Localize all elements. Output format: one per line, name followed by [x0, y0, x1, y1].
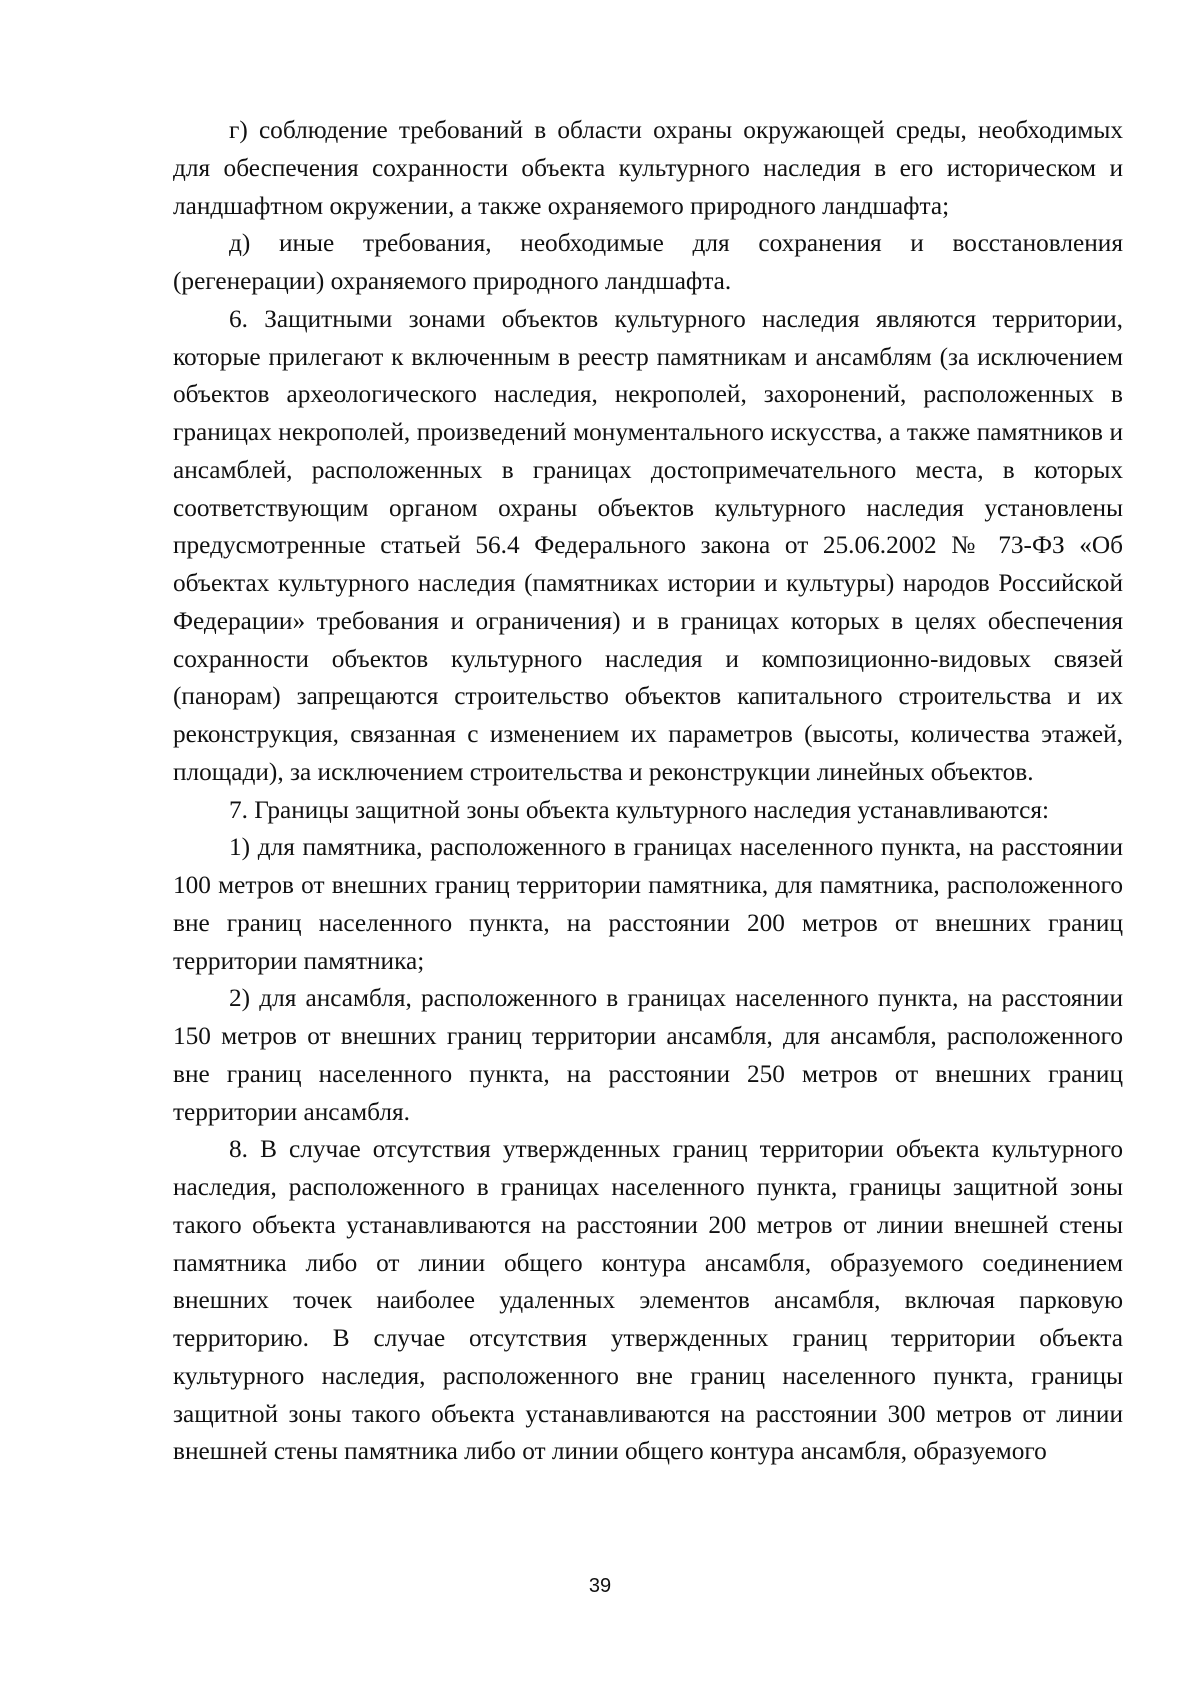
- paragraph-item-g: г) соблюдение требований в области охраны окружающей среды, необходимых для обеспечения сохранности объекта культурного наследия в его историческом и ландшафтном окружении, а также охраняемого природного ландшафта;: [173, 116, 1123, 220]
- paragraph-item-d: д) иные требования, необходимые для сохранения и восстановления (регенерации) охраняемого природного ландшафта.: [173, 229, 1123, 295]
- paragraph-8: 8. В случае отсутствия утвержденных границ территории объекта культурного наследия, расположенного в границах населенного пункта, границы защитной зоны такого объекта устанавливаются на расстоянии 200 метров от линии внешней стены памятника либо от линии общего контура ансамбля, образуемого соединением внешних точек наиболее удаленных элементов ансамбля, включая парковую территорию. В случае отсутствия утвержденных границ территории объекта культурного наследия, расположенного вне границ населенного пункта, границы защитной зоны такого объекта устанавливаются на расстоянии 300 метров от линии внешней стены памятника либо от линии общего контура ансамбля, образуемого: [173, 1135, 1123, 1466]
- page-number: 39: [588, 1575, 612, 1597]
- paragraph-7: 7. Границы защитной зоны объекта культурного наследия устанавливаются:: [229, 795, 1050, 824]
- paragraph-6: 6. Защитными зонами объектов культурного наследия являются территории, которые прилегают к включенным в реестр памятникам и ансамблям (за исключением объектов археологического наследия, некрополей, захоронений, расположенных в границах некрополей, произведений монументального искусства, а также памятников и ансамблей, расположенных в границах достопримечательного места, в которых соответствующим органом охраны объектов культурного наследия установлены предусмотренные статьей 56.4 Федерального закона от 25.06.2002 № 73-ФЗ «Об объектах культурного наследия (памятниках истории и культуры) народов Российской Федерации» требования и ограничения) и в границах которых в целях обеспечения сохранности объектов культурного наследия и композиционно-видовых связей (панорам) запрещаются строительство объектов капитального строительства и их реконструкция, связанная с изменением их параметров (высоты, количества этажей, площади), за исключением строительства и реконструкции линейных объектов.: [173, 304, 1123, 786]
- paragraph-7-item-1: 1) для памятника, расположенного в границах населенного пункта, на расстоянии 100 метров от внешних границ территории памятника, для памятника, расположенного вне границ населенного пункта, на расстоянии 200 метров от внешних границ территории памятника;: [173, 833, 1123, 975]
- paragraph-7-item-2: 2) для ансамбля, расположенного в границах населенного пункта, на расстоянии 150 метров от внешних границ территории ансамбля, для ансамбля, расположенного вне границ населенного пункта, на расстоянии 250 метров от внешних границ территории ансамбля.: [173, 984, 1123, 1126]
- document-body: [173, 112, 1123, 1471]
